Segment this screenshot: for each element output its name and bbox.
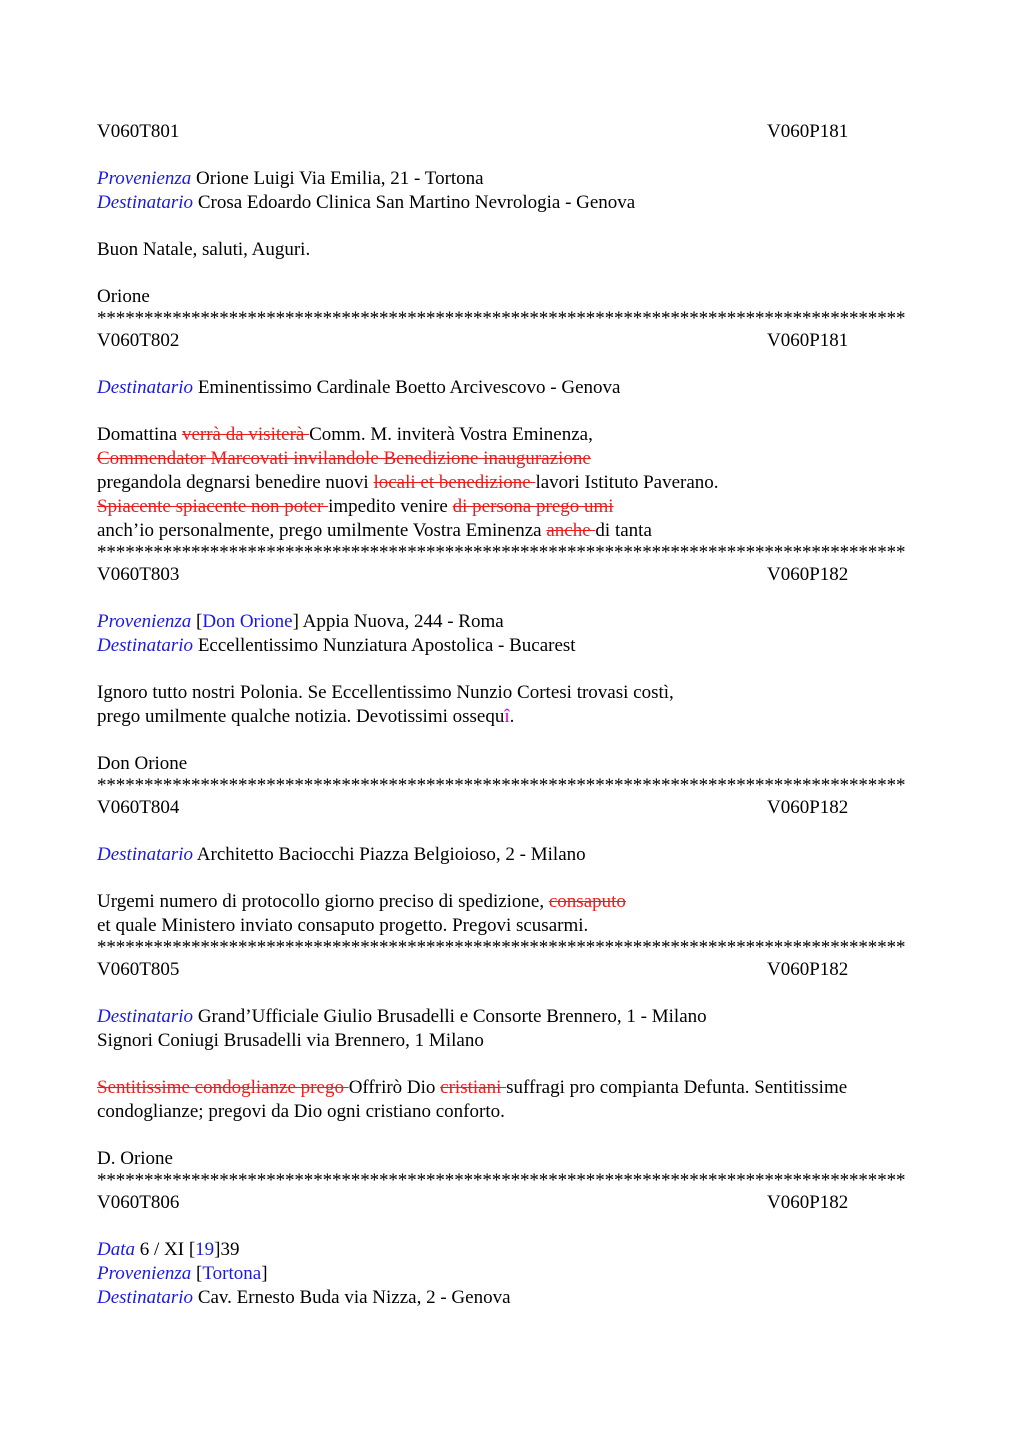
entry-id: V060T801 — [97, 121, 180, 142]
bracket: ] — [261, 1263, 268, 1284]
page-ref: V060P181 — [767, 330, 849, 351]
destinatario-value: Grand’Ufficiale Giulio Brusadelli e Consorte Brennero, 1 - Milano — [197, 1006, 707, 1027]
provenienza-name: Don Orione — [202, 611, 293, 632]
entry-header — [97, 796, 927, 820]
deleted-text: locali et benedizione — [373, 472, 536, 493]
destinatario-label: Destinatario — [97, 635, 194, 656]
provenienza-label: Provenienza — [97, 168, 192, 189]
provenienza-label: Provenienza — [97, 1263, 192, 1284]
entry-id: V060T805 — [97, 959, 180, 980]
provenienza-line — [97, 1262, 927, 1286]
destinatario-value: Crosa Edoardo Clinica San Martino Nevrologia - Genova — [197, 192, 636, 213]
body-line — [97, 423, 927, 447]
entry-header — [97, 329, 927, 353]
body-line — [97, 1076, 927, 1100]
text: prego umilmente qualche notizia. Devotissimi ossequ — [97, 706, 505, 727]
date-text: ]39 — [214, 1239, 240, 1260]
text: anch’io personalmente, prego umilmente Vostra Eminenza — [97, 520, 547, 541]
deleted-text: Commendator Marcovati invilandole Benedizione inaugurazione — [97, 448, 591, 469]
page-ref: V060P182 — [767, 959, 849, 980]
text: . — [509, 706, 515, 727]
destinatario-line — [97, 843, 927, 867]
body-line: Buon Natale, saluti, Auguri. — [97, 239, 311, 260]
bracket: [ — [196, 1263, 203, 1284]
deleted-text: consaputo — [548, 891, 626, 912]
document-page — [97, 120, 927, 1310]
signature: Orione — [97, 286, 150, 307]
separator: ************************************************************************************** — [97, 776, 906, 796]
body-line — [97, 705, 927, 729]
destinatario-label: Destinatario — [97, 844, 194, 865]
page-ref: V060P182 — [767, 1192, 849, 1213]
deleted-text: anche — [546, 520, 596, 541]
text: suffragi pro compianta Defunta. Sentitissime — [506, 1077, 848, 1098]
provenienza-name: Tortona — [202, 1263, 262, 1284]
body-line — [97, 471, 927, 495]
separator: ************************************************************************************** — [97, 1171, 906, 1191]
entry-header — [97, 958, 927, 982]
entry-id: V060T803 — [97, 564, 180, 585]
destinatario-line — [97, 376, 927, 400]
page-ref: V060P182 — [767, 564, 849, 585]
destinatario-line — [97, 1005, 927, 1029]
text: Offrirò Dio — [348, 1077, 441, 1098]
deleted-text: verrà da visiterà — [181, 424, 310, 445]
body-line — [97, 519, 927, 543]
deleted-text: cristiani — [440, 1077, 507, 1098]
destinatario-line — [97, 191, 927, 215]
destinatario-value: Eccellentissimo Nunziatura Apostolica - Bucarest — [197, 635, 576, 656]
destinatario-value: Architetto Baciocchi Piazza Belgioioso, 2 - Milano — [196, 844, 586, 865]
provenienza-label: Provenienza — [97, 611, 192, 632]
data-line — [97, 1238, 927, 1262]
destinatario-value: Cav. Ernesto Buda via Nizza, 2 - Genova — [197, 1287, 511, 1308]
body-line: Ignoro tutto nostri Polonia. Se Eccellentissimo Nunzio Cortesi trovasi costì, — [97, 682, 674, 703]
separator: ************************************************************************************** — [97, 543, 906, 563]
editorial-mark: î — [504, 706, 510, 727]
separator: ************************************************************************************** — [97, 938, 906, 958]
text: impedito venire — [328, 496, 453, 517]
provenienza-line — [97, 610, 927, 634]
destinatario-label: Destinatario — [97, 1006, 194, 1027]
destinatario-line — [97, 1286, 927, 1310]
text: lavori Istituto Paverano. — [535, 472, 719, 493]
body-line — [97, 447, 927, 471]
body-line: et quale Ministero inviato consaputo progetto. Pregovi scusarmi. — [97, 915, 589, 936]
deleted-text: Sentitissime condoglianze prego — [97, 1077, 349, 1098]
destinatario-label: Destinatario — [97, 1287, 194, 1308]
destinatario-value: Eminentissimo Cardinale Boetto Arcivescovo - Genova — [197, 377, 621, 398]
destinatario-line-2: Signori Coniugi Brusadelli via Brennero, 1 Milano — [97, 1030, 484, 1051]
separator: ************************************************************************************** — [97, 309, 906, 329]
bracket: [ — [196, 611, 203, 632]
signature: D. Orione — [97, 1148, 173, 1169]
page-ref: V060P181 — [767, 121, 849, 142]
entry-id: V060T806 — [97, 1192, 180, 1213]
entry-id: V060T804 — [97, 797, 180, 818]
deleted-text: di persona prego umi — [452, 496, 614, 517]
entry-id: V060T802 — [97, 330, 180, 351]
date-text: 6 / XI [ — [135, 1239, 196, 1260]
provenienza-line — [97, 167, 927, 191]
data-label: Data — [97, 1239, 135, 1260]
text: Urgemi numero di protocollo giorno preciso di spedizione, — [97, 891, 549, 912]
deleted-text: Spiacente spiacente non poter — [97, 496, 329, 517]
destinatario-line — [97, 634, 927, 658]
destinatario-label: Destinatario — [97, 192, 194, 213]
bracket: ] — [292, 611, 299, 632]
body-line — [97, 495, 927, 519]
provenienza-value: Orione Luigi Via Emilia, 21 - Tortona — [196, 168, 484, 189]
page-ref: V060P182 — [767, 797, 849, 818]
body-line — [97, 890, 927, 914]
text: di tanta — [595, 520, 652, 541]
signature: Don Orione — [97, 753, 188, 774]
body-line: condoglianze; pregovi da Dio ogni cristiano conforto. — [97, 1101, 505, 1122]
text: pregandola degnarsi benedire nuovi — [97, 472, 374, 493]
text: Comm. M. inviterà Vostra Eminenza, — [309, 424, 593, 445]
entry-header — [97, 563, 927, 587]
provenienza-value: Appia Nuova, 244 - Roma — [298, 611, 504, 632]
date-year-supplied: 19 — [195, 1239, 215, 1260]
entry-header — [97, 1191, 927, 1215]
entry-header — [97, 120, 927, 144]
destinatario-label: Destinatario — [97, 377, 194, 398]
text: Domattina — [97, 424, 182, 445]
